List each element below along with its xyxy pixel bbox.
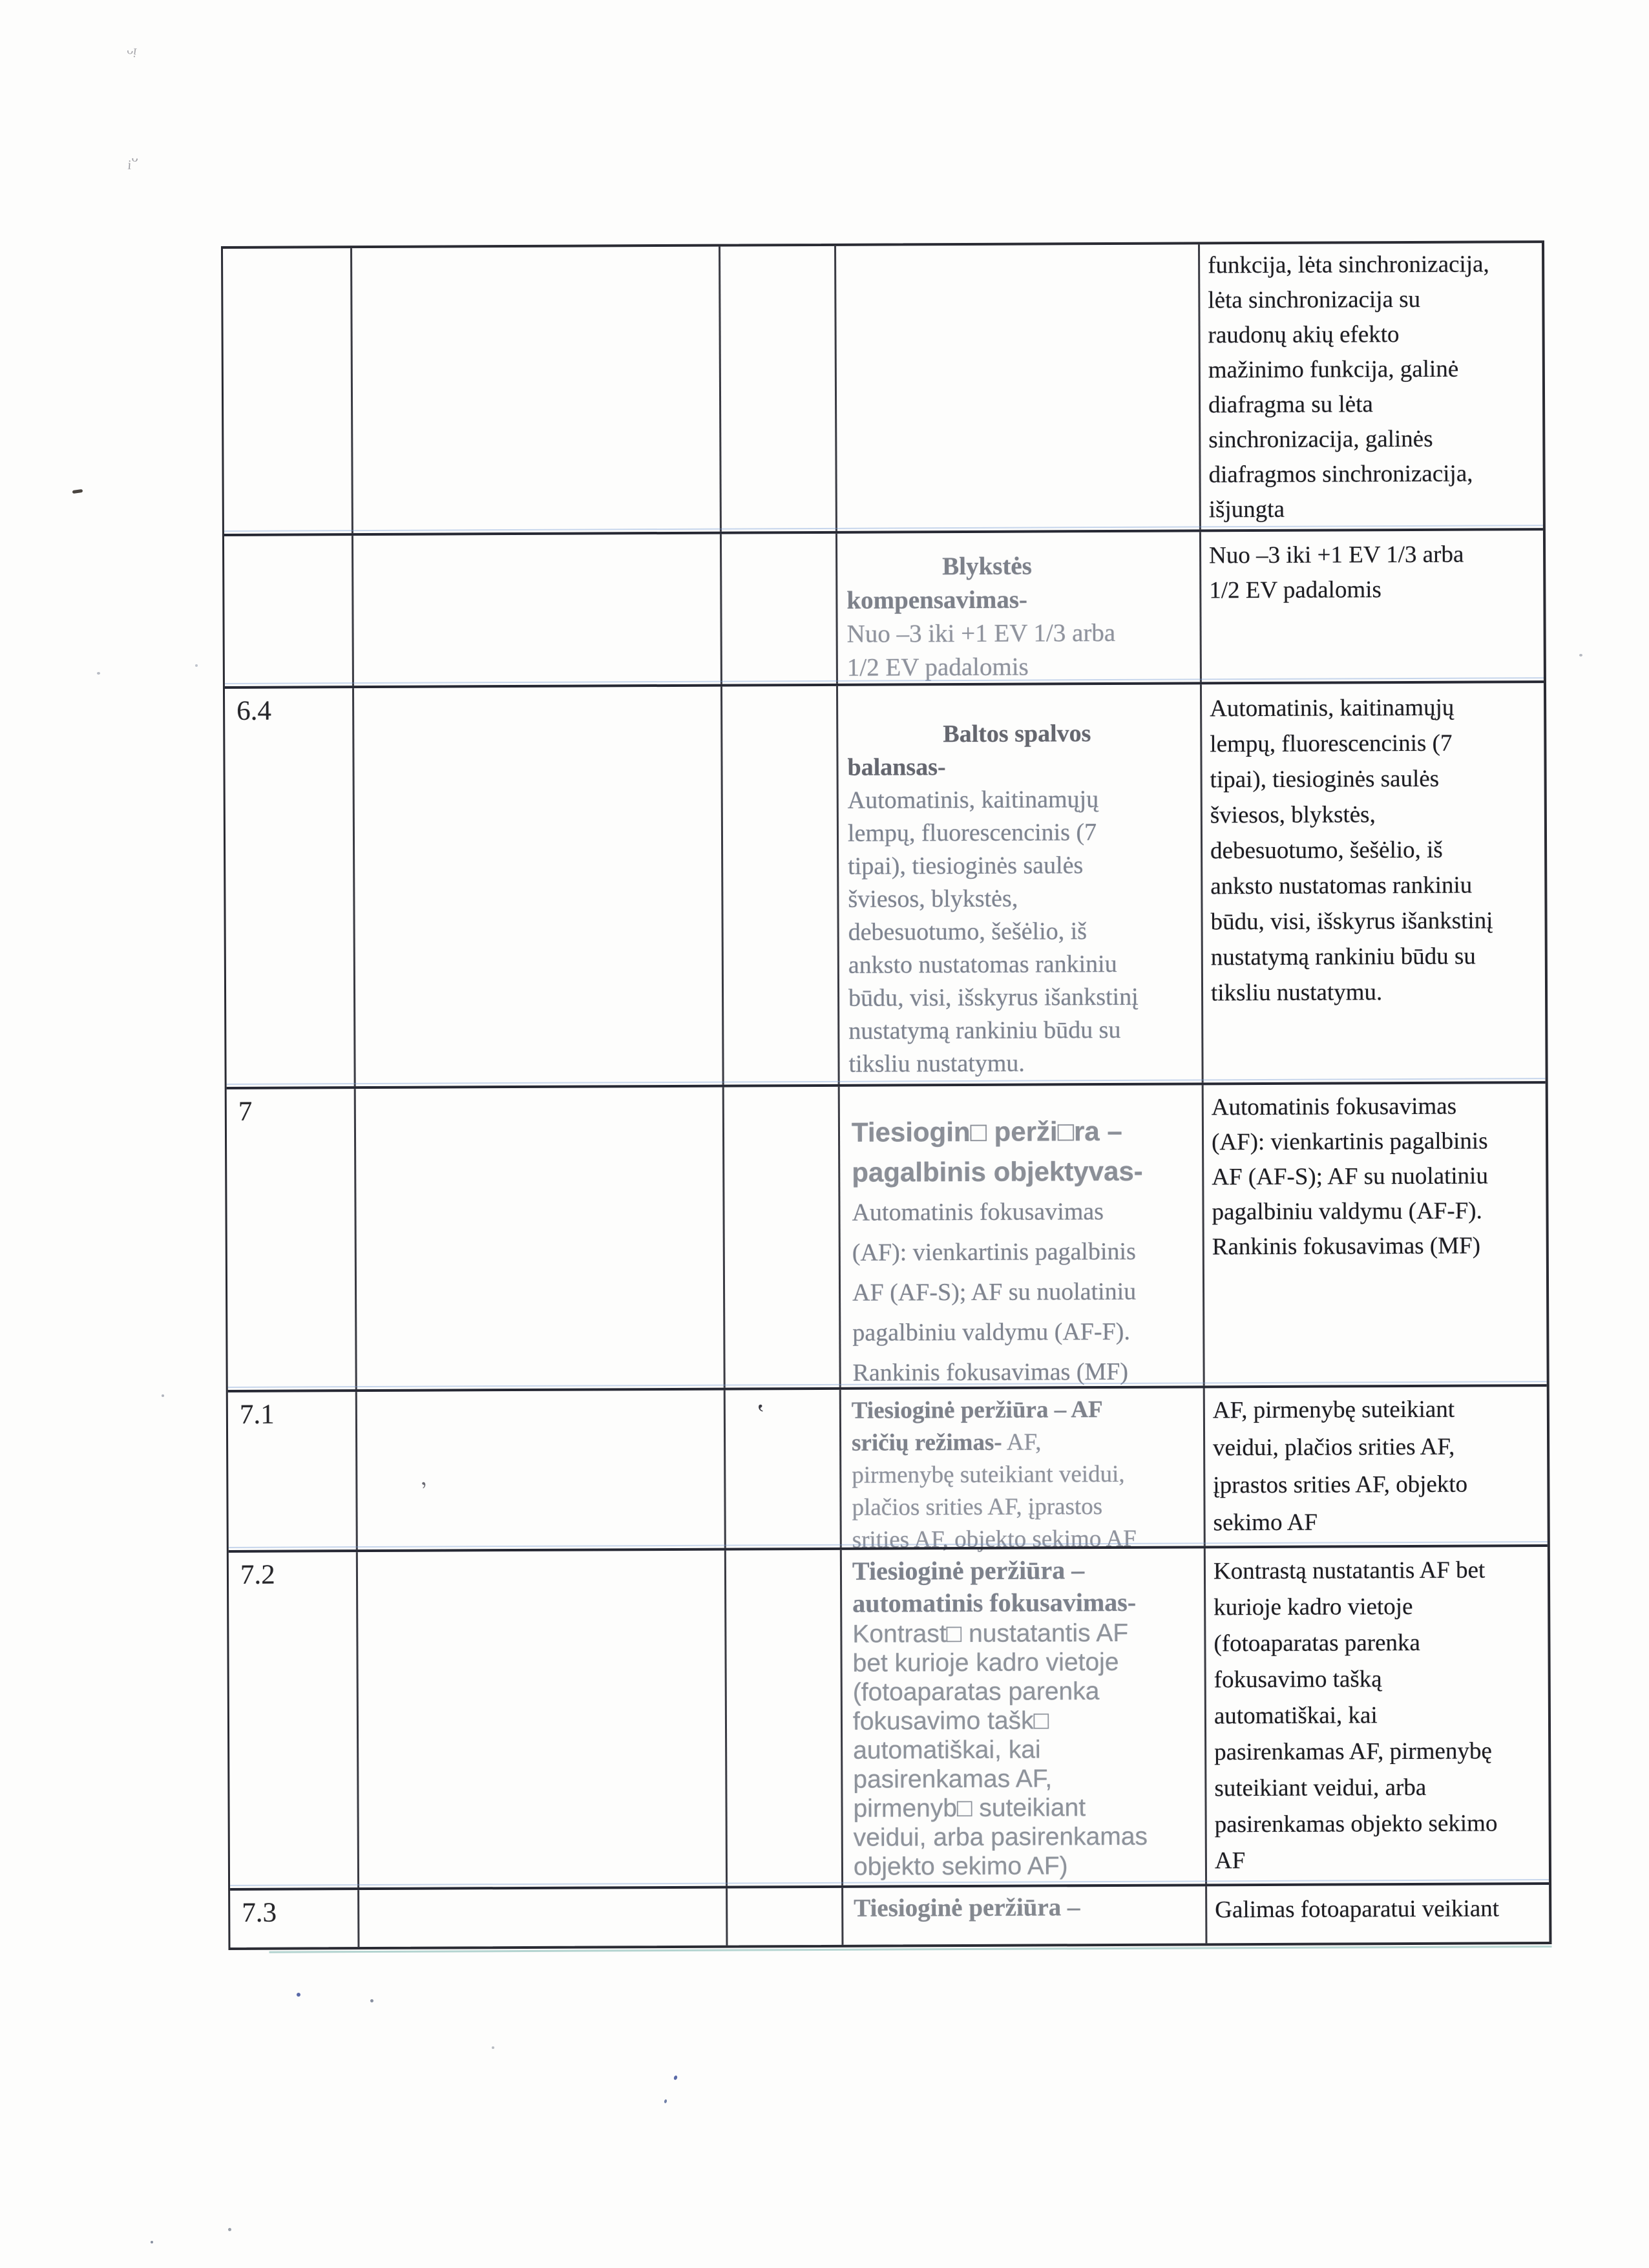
table-row: [223, 243, 1543, 534]
feature-heading: Baltos spalvos balansas-: [847, 720, 1091, 781]
value-cell: Nuo –3 iki +1 EV 1/3 arba 1/2 EV padalomis: [1209, 541, 1464, 604]
feature-body: Nuo –3 iki +1 EV 1/3 arba 1/2 EV padalomis: [846, 618, 1116, 682]
spec-table: [221, 240, 1551, 1950]
empty-cell: [353, 534, 722, 686]
scan-tick: ‛: [756, 1400, 765, 1429]
feature-body: Kontrast□ nustatantis AF bet kurioje kadro vietoje (fotoaparatas parenka fokusavimo tašk□ automatiškai, kai pasirenkamas AF, pirmenyb□ suteikiant veidui, arba pasirenkamas objekto sekimo AF): [852, 1619, 1148, 1881]
empty-cell: [357, 1391, 726, 1549]
empty-cell: [726, 1550, 843, 1886]
feature-heading: Tiesioginė peržiūra – automatinis fokusavimas-: [852, 1555, 1137, 1618]
table-row: [224, 528, 1544, 686]
scan-speck: [370, 1999, 373, 2002]
scan-speck: [162, 1394, 164, 1397]
empty-cell: [354, 687, 724, 1086]
table-row: [227, 1081, 1547, 1390]
scan-margin-mark: ᵢᵕ: [127, 148, 139, 173]
feature-body: AF, pirmenybę suteikiant veidui, plačios srities AF, įprastos srities AF, objekto sekimo AF: [852, 1429, 1137, 1553]
feature-heading: Blykstės kompensavimas-: [846, 552, 1032, 614]
scan-speck: [492, 2046, 494, 2049]
scan-speck: [673, 2075, 678, 2080]
scan-speck: [297, 1993, 300, 1997]
row-number-cell: 7.3: [230, 1890, 359, 1948]
value-cell: Automatinis fokusavimas (AF): vienkartinis pagalbinis AF (AF-S); AF su nuolatiniu pagalbiniu valdymu (AF-F). Rankinis fokusavimas (MF): [1211, 1093, 1489, 1261]
value-cell: AF, pirmenybę suteikiant veidui, plačios srities AF, įprastos srities AF, objekto sekimo AF: [1212, 1396, 1468, 1537]
empty-cell: [720, 246, 837, 532]
scan-margin-mark: ᵕᵎ: [125, 41, 138, 66]
scan-speck: [151, 2241, 153, 2243]
empty-cell: [359, 1889, 728, 1947]
feature-cell: [838, 684, 1204, 1084]
empty-cell: [358, 1551, 728, 1887]
feature-cell: [843, 1886, 1207, 1944]
feature-heading: Tiesioginė peržiūra –: [854, 1893, 1080, 1922]
row-number-cell: 7: [227, 1089, 357, 1390]
feature-cell: [842, 1548, 1207, 1885]
empty-cell: [724, 1087, 841, 1388]
feature-heading: Tiesioginė peržiūra – AF sričių režimas-: [851, 1396, 1103, 1456]
feature-cell: [836, 244, 1201, 530]
value-cell: Galimas fotoaparatui veikiant: [1215, 1895, 1500, 1924]
empty-cell: [722, 686, 840, 1085]
feature-cell: [837, 532, 1202, 683]
empty-cell: [356, 1087, 726, 1389]
table-row: [230, 1882, 1549, 1948]
row-number-cell: 6.4: [225, 688, 356, 1087]
row-number-cell: [224, 536, 354, 686]
value-cell: Automatinis, kaitinamųjų lempų, fluorescencinis (7 tipai), tiesioginės saulės šviesos, blykstės, debesuotumo, šešėlio, iš anksto nustatomas rankiniu būdu, visi, išskyrus išankstinį nustatymą rankiniu būdu su tiksliu nustatymu.: [1210, 694, 1493, 1007]
value-cell: funkcija, lėta sinchronizacija, lėta sinchronizacija su raudonų akių efekto mažinimo funkcija, galinė diafragma su lėta sinchronizacija, galinės diafragmos sinchronizacija, išjungta: [1208, 251, 1489, 523]
table-row: [229, 1544, 1549, 1888]
row-number-cell: [223, 248, 353, 534]
feature-body: Automatinis, kaitinamųjų lempų, fluorescencinis (7 tipai), tiesioginės saulės šviesos, blykstės, debesuotumo, šešėlio, iš anksto nustatomas rankiniu būdu, visi, išskyrus išankstinį nustatymą rankiniu būdu su tiksliu nustatymu.: [847, 786, 1139, 1078]
row-number-cell: 7.1: [228, 1392, 358, 1550]
empty-cell: [722, 534, 838, 684]
scan-tick: ,: [415, 1464, 428, 1491]
scan-speck: [72, 489, 83, 494]
value-cell: Kontrastą nustatantis AF bet kurioje kadro vietoje (fotoaparatas parenka fokusavimo tašką automatiškai, kai pasirenkamas AF, pirmenybę suteikiant veidui, arba pasirenkamas objekto sekimo AF: [1213, 1557, 1498, 1874]
table-row: [225, 680, 1546, 1087]
row-number-cell: 7.2: [229, 1552, 359, 1888]
empty-cell: [728, 1888, 843, 1946]
feature-cell: [841, 1388, 1206, 1553]
empty-cell: [726, 1390, 842, 1548]
feature-cell: [840, 1085, 1205, 1387]
empty-cell: [352, 247, 722, 533]
scan-speck: [664, 2099, 667, 2104]
scan-speck: [228, 2228, 231, 2231]
scan-speck: [97, 672, 100, 675]
feature-heading: Tiesiogin□ perži□ra – pagalbinis objektyvas-: [851, 1115, 1143, 1188]
feature-body: Automatinis fokusavimas (AF): vienkartinis pagalbinis AF (AF-S); AF su nuolatiniu pagalbiniu valdymu (AF-F). Rankinis fokusavimas (MF): [852, 1198, 1137, 1387]
scan-speck: [1579, 654, 1582, 656]
table-row: [228, 1384, 1548, 1553]
scan-speck: [195, 664, 198, 667]
